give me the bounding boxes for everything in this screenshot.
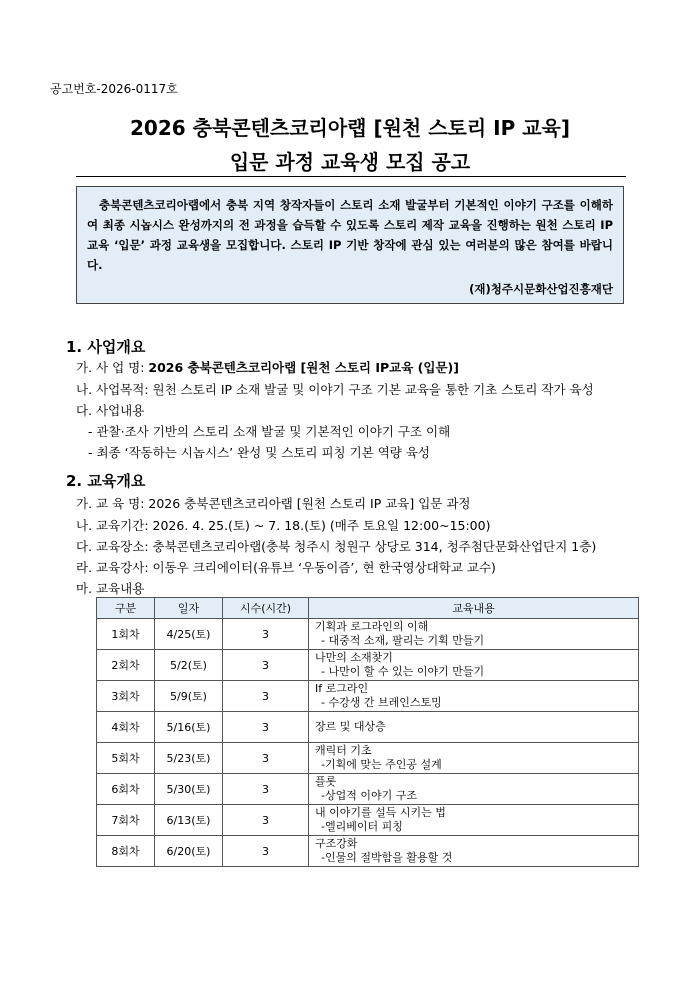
content-title: 구조강화 (315, 837, 358, 850)
date-cell: 5/16(토) (155, 712, 223, 743)
content-detail: - 나만이 할 수 있는 이야기 만들기 (321, 665, 485, 678)
header-date: 일자 (155, 598, 223, 619)
content-title: If 로그라인 (315, 682, 369, 695)
table-row (97, 836, 639, 867)
session-cell: 4회차 (97, 712, 155, 743)
date-cell: 5/23(토) (155, 743, 223, 774)
session-cell: 8회차 (97, 836, 155, 867)
session-cell: 6회차 (97, 774, 155, 805)
content-detail: - 수강생 간 브레인스토밍 (321, 696, 442, 709)
title-divider (76, 176, 626, 177)
hours-cell: 3 (223, 805, 309, 836)
edu-location-line: 다. 교육장소: 충북콘텐츠코리아랩(충북 청주시 청원구 상당로 314, 청주첨단문화산업단지 1층) (76, 539, 597, 554)
session-cell: 1회차 (97, 619, 155, 650)
content-detail: - 대중적 소재, 팔리는 기획 만들기 (321, 634, 485, 647)
project-name-value: 2026 충북콘텐츠코리아랩 [원천 스토리 IP교육 (입문)] (148, 360, 459, 375)
hours-cell: 3 (223, 681, 309, 712)
project-name-label: 가. 사 업 명: (76, 360, 149, 375)
schedule-table (96, 597, 639, 867)
content-title: 캐릭터 기초 (315, 744, 372, 757)
content-cell (309, 805, 639, 836)
content-title: 내 이야기를 설득 시키는 법 (315, 806, 446, 819)
content-cell (309, 743, 639, 774)
table-row (97, 650, 639, 681)
project-content-line: 다. 사업내용 (76, 403, 145, 418)
content-title: 나만의 소재찾기 (315, 651, 393, 664)
intro-box (76, 186, 624, 304)
page-title: 2026 충북콘텐츠코리아랩 [원천 스토리 IP 교육] (130, 116, 570, 140)
header-session: 구분 (97, 598, 155, 619)
edu-instructor-line: 라. 교육강사: 이동우 크리에이터(유튜브 ‘우동이즘’, 현 한국영상대학교 교수) (76, 560, 496, 575)
session-cell: 2회차 (97, 650, 155, 681)
hours-cell: 3 (223, 712, 309, 743)
hours-cell: 3 (223, 650, 309, 681)
table-row (97, 774, 639, 805)
content-title: 장르 및 대상층 (315, 720, 386, 733)
date-cell: 5/30(토) (155, 774, 223, 805)
table-row (97, 712, 639, 743)
table-row (97, 805, 639, 836)
content-title: 플롯 (315, 775, 337, 788)
intro-text: 충북콘텐츠코리아랩에서 충북 지역 창작자들이 스토리 소재 발굴부터 기본적인 이야기 구조를 이해하여 최종 시놉시스 완성까지의 전 과정을 습득할 수 있도록 스토리 제작 교육을 진행하는 원천 스토리 IP 교육 ‘입문’ 과정 교육생을 모집합니다. 스토리 IP 기반 창작에 관심 있는 여러분의 많은 참여를 바랍니다. (87, 198, 613, 272)
content-detail: -기획에 맞는 주인공 설계 (321, 758, 442, 771)
project-content-item: - 최종 ‘작동하는 시놉시스’ 완성 및 스토리 피칭 기본 역량 육성 (88, 445, 430, 460)
intro-signature: (재)청주시문화산업진흥재단 (469, 282, 613, 296)
content-cell (309, 650, 639, 681)
section2-heading: 2. 교육개요 (66, 472, 146, 490)
hours-cell: 3 (223, 774, 309, 805)
table-row (97, 681, 639, 712)
date-cell: 6/20(토) (155, 836, 223, 867)
content-detail: -엘리베이터 피칭 (321, 820, 403, 833)
project-name-line (76, 358, 459, 376)
content-detail: -상업적 이야기 구조 (321, 789, 417, 802)
hours-cell: 3 (223, 836, 309, 867)
content-detail: -인물의 절박함을 활용할 것 (321, 851, 453, 864)
session-cell: 3회차 (97, 681, 155, 712)
table-header-row (97, 598, 639, 619)
date-cell: 5/9(토) (155, 681, 223, 712)
page-subtitle: 입문 과정 교육생 모집 공고 (229, 150, 471, 174)
session-cell: 5회차 (97, 743, 155, 774)
hours-cell: 3 (223, 743, 309, 774)
date-cell: 5/2(토) (155, 650, 223, 681)
date-cell: 4/25(토) (155, 619, 223, 650)
header-hours: 시수(시간) (223, 598, 309, 619)
session-cell: 7회차 (97, 805, 155, 836)
edu-period-line: 나. 교육기간: 2026. 4. 25.(토) ~ 7. 18.(토) (매주 토요일 12:00~15:00) (76, 518, 491, 533)
edu-content-line: 마. 교육내용 (76, 581, 145, 596)
content-title: 기획과 로그라인의 이해 (315, 620, 429, 633)
hours-cell: 3 (223, 619, 309, 650)
content-cell (309, 774, 639, 805)
content-cell (309, 681, 639, 712)
notice-number: 공고번호-2026-0117호 (50, 82, 178, 96)
table-row (97, 619, 639, 650)
content-cell (309, 712, 639, 743)
content-cell (309, 836, 639, 867)
content-cell (309, 619, 639, 650)
project-purpose-line: 나. 사업목적: 원천 스토리 IP 소재 발굴 및 이야기 구조 기본 교육을 통한 기초 스토리 작가 육성 (76, 382, 594, 397)
date-cell: 6/13(토) (155, 805, 223, 836)
section1-heading: 1. 사업개요 (66, 338, 146, 356)
project-content-item: - 관찰·조사 기반의 스토리 소재 발굴 및 기본적인 이야기 구조 이해 (88, 424, 451, 439)
table-row (97, 743, 639, 774)
edu-name-line: 가. 교 육 명: 2026 충북콘텐츠코리아랩 [원천 스토리 IP 교육] 입문 과정 (76, 496, 471, 511)
header-content: 교육내용 (309, 598, 639, 619)
